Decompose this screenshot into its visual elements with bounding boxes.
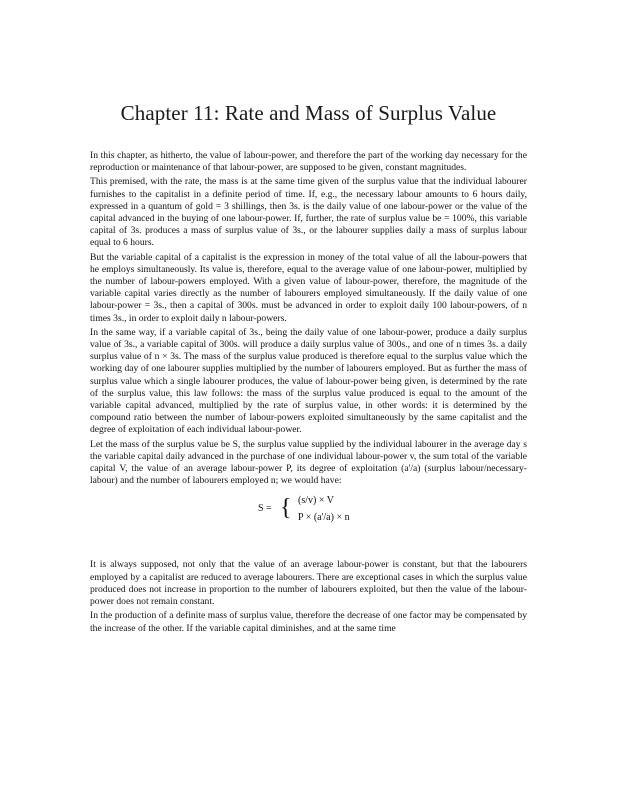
paragraph: But the variable capital of a capitalist is the expression in money of the total value of all the labour-powers that he employs simultaneously. Its value is, therefore, equal to the average value of one labour-power, multiplied by the number of labour-powers employed. With a given value of labour-power, therefore, the magnitude of the variable capital varies directly as the number of labourers employed simultaneously. If the daily value of one labour-power = 3s., then a capital of 300s. must be advanced in order to exploit daily 100 labour-powers, of n times 3s., in order to exploit daily n labour-powers. xyxy=(90,251,527,324)
formula-brace: { xyxy=(280,495,292,522)
paragraph: It is always supposed, not only that the value of an average labour-power is constant, but that the labourers employed by a capitalist are reduced to average labourers. There are exceptional cases in which the surplus value produced does not increase in proportion to the number of labourers exploited, but then the value of the labour-power does not remain constant. xyxy=(90,559,527,608)
formula-line-2: P × (a'/a) × n xyxy=(298,512,350,524)
paragraph: In this chapter, as hitherto, the value of labour-power, and therefore the part of the working day necessary for the reproduction or maintenance of that labour-power, are supposed to be given, constant magnitudes. xyxy=(90,150,527,174)
formula-line-1: (s/v) × V xyxy=(298,495,335,507)
body-text xyxy=(90,150,527,637)
paragraph: In the same way, if a variable capital of 3s., being the daily value of one labour-power, produce a daily surplus value of 3s., a variable capital of 300s. will produce a daily surplus value of 300s., and one of n times 3s. a daily surplus value of n × 3s. The mass of the surplus value produced is therefore equal to the surplus value which the working day of one labourer supplies multiplied by the number of labourers employed. But as further the mass of surplus value which a single labourer produces, the value of labour-power being given, is determined by the rate of the surplus value, this law follows: the mass of the surplus value produced is equal to the amount of the variable capital advanced, multiplied by the rate of surplus value, in other words: it is determined by the compound ratio between the number of labour-powers exploited simultaneously by the same capitalist and the degree of exploitation of each individual labour-power. xyxy=(90,326,527,436)
chapter-title: Chapter 11: Rate and Mass of Surplus Value xyxy=(120,101,497,125)
surplus-value-formula xyxy=(90,493,527,527)
paragraph: This premised, with the rate, the mass is at the same time given of the surplus value that the individual labourer furnishes to the capitalist in a definite period of time. If, e.g., the necessary labour amounts to 6 hours daily, expressed in a quantum of gold = 3 shillings, then 3s. is the daily value of one labour-power or the value of the capital advanced in the buying of one labour-power. If, further, the rate of surplus value be = 100%, this variable capital of 3s. produces a mass of surplus value of 3s., or the labourer supplies daily a mass of surplus labour equal to 6 hours. xyxy=(90,176,527,249)
paragraph: Let the mass of the surplus value be S, the surplus value supplied by the individual labourer in the average day s the variable capital daily advanced in the purchase of one individual labour-power v, the sum total of the variable capital V, the value of an average labour-power P, its degree of exploitation (a'/a) (surplus labour/necessary-labour) and the number of labourers employed n; we would have: xyxy=(90,438,527,487)
formula-lhs: S = xyxy=(258,503,272,515)
paragraph: In the production of a definite mass of surplus value, therefore the decrease of one factor may be compensated by the increase of the other. If the variable capital diminishes, and at the same time xyxy=(90,610,527,634)
